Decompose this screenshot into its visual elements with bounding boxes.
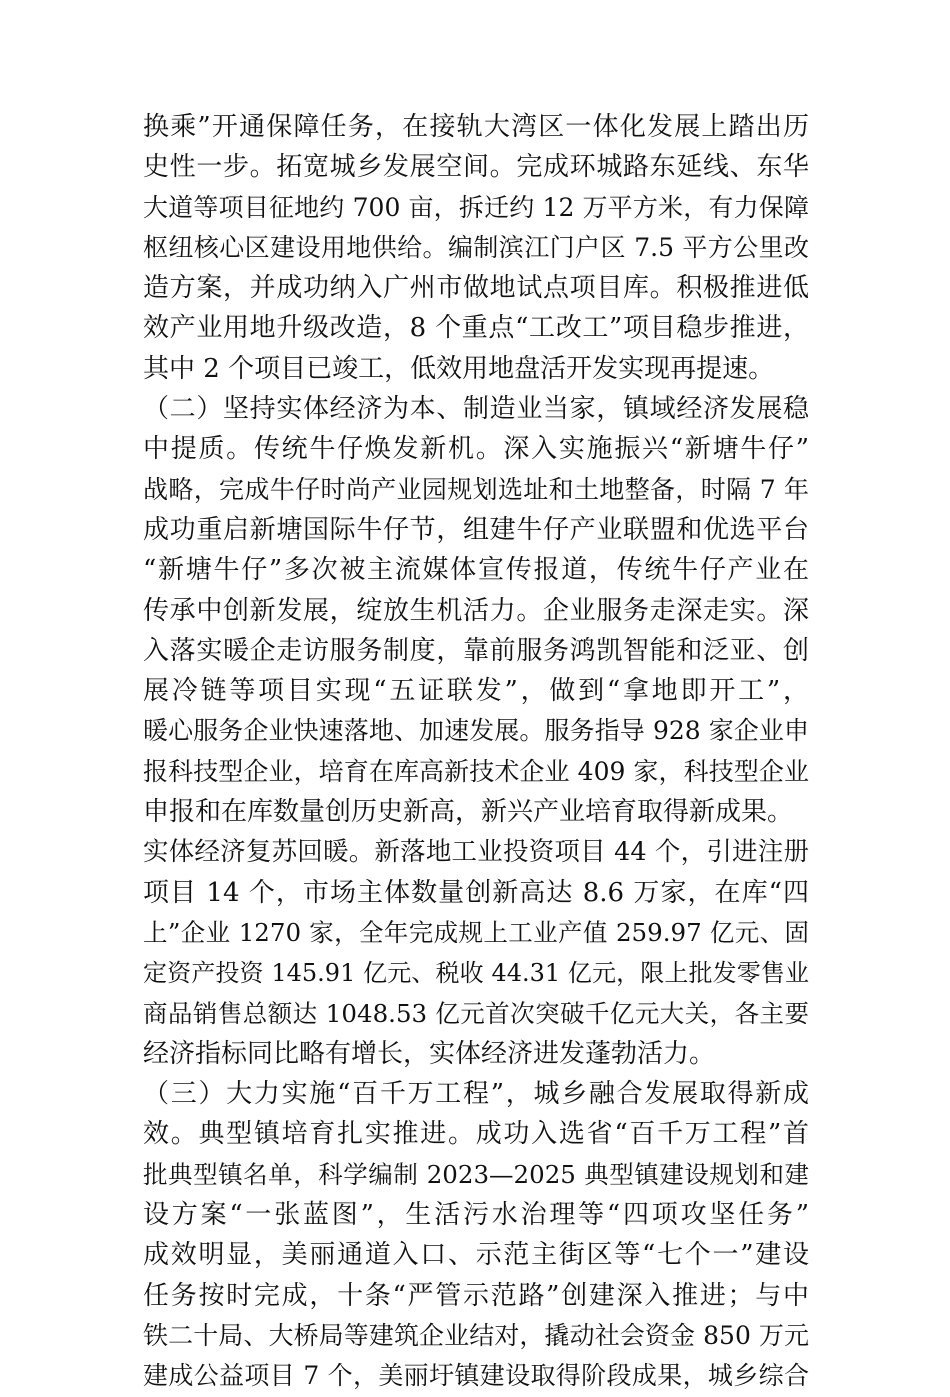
text-line: 项目 14 个，市场主体数量创新高达 8.6 万家，在库“四 bbox=[143, 877, 809, 908]
text-line: 铁二十局、大桥局等建筑企业结对，撬动社会资金 850 万元 bbox=[143, 1320, 809, 1350]
text-line: 传承中创新发展，绽放生机活力。企业服务走深走实。深 bbox=[143, 595, 809, 626]
text-line: 批典型镇名单，科学编制 2023—2025 典型镇建设规划和建 bbox=[143, 1159, 809, 1189]
text-line: 中提质。传统牛仔焕发新机。深入实施振兴“新塘牛仔” bbox=[143, 434, 809, 465]
text-line: 效产业用地升级改造，8 个重点“工改工”项目稳步推进， bbox=[143, 313, 809, 344]
text-line: 成功重启新塘国际牛仔节，组建牛仔产业联盟和优选平台 bbox=[143, 514, 809, 545]
text-line: 申报和在库数量创历史新高，新兴产业培育取得新成果。 bbox=[143, 797, 794, 828]
paragraph-end-line: 经济指标同比略有增长，实体经济进发蓬勃活力。 bbox=[143, 1038, 716, 1069]
text-line: 枢纽核心区建设用地供给。编制滨江门户区 7.5 平方公里改 bbox=[143, 232, 809, 262]
text-line: 大道等项目征地约 700 亩，拆迁约 12 万平方米，有力保障 bbox=[143, 192, 809, 222]
text-line: “新塘牛仔”多次被主流媒体宣传报道，传统牛仔产业在 bbox=[143, 555, 809, 586]
text-line: 成效明显，美丽通道入口、示范主街区等“七个一”建设 bbox=[143, 1240, 809, 1271]
text-line: 造方案，并成功纳入广州市做地试点项目库。积极推进低 bbox=[143, 273, 809, 304]
text-line: 报科技型企业，培育在库高新技术企业 409 家，科技型企业 bbox=[143, 756, 809, 786]
text-line: 史性一步。拓宽城乡发展空间。完成环城路东延线、东华 bbox=[143, 152, 809, 183]
text-line: 实体经济复苏回暖。新落地工业投资项目 44 个，引进注册 bbox=[143, 837, 809, 868]
text-line: 入落实暖企走访服务制度，靠前服务鸿凯智能和泛亚、创 bbox=[143, 635, 809, 666]
text-line: 任务按时完成，十条“严管示范路”创建深入推进；与中 bbox=[143, 1280, 809, 1311]
text-line: 上”企业 1270 家，全年完成规上工业产值 259.97 亿元、固 bbox=[143, 917, 809, 947]
text-line: 建成公益项目 7 个，美丽圩镇建设取得阶段成果，城乡综合 bbox=[143, 1361, 809, 1391]
text-line: 战略，完成牛仔时尚产业园规划选址和土地整备，时隔 7 年 bbox=[143, 474, 809, 504]
text-line: 展冷链等项目实现“五证联发”，做到“拿地即开工”， bbox=[143, 676, 809, 707]
text-line: （二）坚持实体经济为本、制造业当家，镇域经济发展稳 bbox=[143, 394, 809, 425]
text-line: 换乘”开通保障任务，在接轨大湾区一体化发展上踏出历 bbox=[143, 112, 809, 142]
text-line: 效。典型镇培育扎实推进。成功入选省“百千万工程”首 bbox=[143, 1119, 809, 1150]
text-line: 定资产投资 145.91 亿元、税收 44.31 亿元，限上批发零售业 bbox=[143, 959, 809, 988]
text-line: 设方案“一张蓝图”，生活污水治理等“四项攻坚任务” bbox=[143, 1200, 809, 1231]
body-text bbox=[143, 107, 809, 1397]
text-line: （三）大力实施“百千万工程”，城乡融合发展取得新成 bbox=[143, 1079, 809, 1110]
paragraph-end-line: 其中 2 个项目已竣工，低效用地盘活开发实现再提速。 bbox=[143, 353, 775, 384]
text-line: 暖心服务企业快速落地、加速发展。服务指导 928 家企业申 bbox=[143, 716, 809, 746]
text-line: 商品销售总额达 1048.53 亿元首次突破千亿元大关，各主要 bbox=[143, 998, 809, 1028]
